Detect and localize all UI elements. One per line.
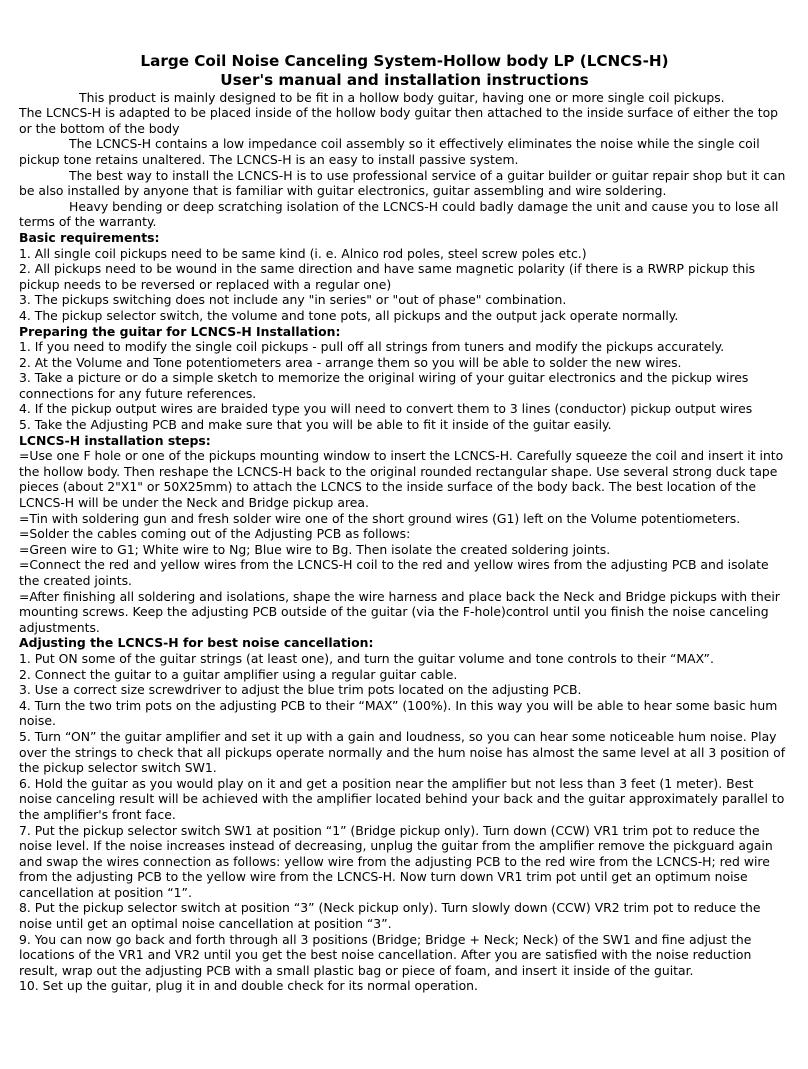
basic-item: 3. The pickups switching does not include any "in series" or "out of phase" combination.	[19, 292, 567, 308]
basic-requirements-heading: Basic requirements:	[19, 229, 160, 245]
adjusting-item: 2. Connect the guitar to a guitar amplifier using a regular guitar cable.	[19, 666, 458, 682]
intro-paragraph-2: The LCNCS-H is adapted to be placed inside of the hollow body guitar then attached to the inside surface of either the top or the bottom of the body	[19, 105, 779, 136]
document-title	[19, 52, 790, 90]
adjusting-item: 8. Put the pickup selector switch at position “3” (Neck pickup only). Turn slowly down (CCW) VR2 trim pot to reduce the noise until get an optimal noise cancellation at position “3”.	[19, 900, 761, 932]
preparing-item: 2. At the Volume and Tone potentiometers area - arrange them so you will be able to solder the new wires.	[19, 354, 682, 370]
adjusting-item: 6. Hold the guitar as you would play on it and get a position near the amplifier but not less than 3 feet (1 meter). Best noise canceling result will be achieved with the amplifier located behind your back and the guitar approximately parallel to the amplifier's front face.	[19, 775, 785, 822]
adjusting-item: 9. You can now go back and forth through all 3 positions (Bridge; Bridge + Neck; Neck) of the SW1 and fine adjust the locations of the VR1 and VR2 until you get the best noise cancellation. After you are satisfied with the noise reduction result, wrap out the adjusting PCB with a small plastic bag or piece of foam, and insert it inside of the guitar.	[19, 931, 752, 978]
intro-paragraph-5: Heavy bending or deep scratching isolation of the LCNCS-H could badly damage the unit and cause you to lose all terms of the warranty.	[19, 198, 779, 230]
preparing-item: 5. Take the Adjusting PCB and make sure that you will be able to fit it inside of the guitar easily.	[19, 417, 612, 433]
adjusting-item: 5. Turn “ON” the guitar amplifier and set it up with a gain and loudness, so you can hear some noticeable hum noise. Play over the strings to check that all pickups operate normally and the hum noise has almost the same level at all 3 position of the pickup selector switch SW1.	[19, 728, 786, 776]
installation-step: =Connect the red and yellow wires from the LCNCS-H coil to the red and yellow wires from the adjusting PCB and isolate the created joints.	[19, 557, 769, 588]
intro-paragraph-4: The best way to install the LCNCS-H is to use professional service of a guitar builder or guitar repair shop but it can be also installed by anyone that is familiar with guitar electronics, guitar assembling and wire soldering.	[19, 167, 786, 199]
preparing-item: 1. If you need to modify the single coil pickups - pull off all strings from tuners and modify the pickups accurately.	[19, 339, 725, 355]
adjusting-item: 7. Put the pickup selector switch SW1 at position “1” (Bridge pickup only). Turn down (CCW) VR1 trim pot to reduce the noise level. If the noise increases instead of decreasing, unplug the guitar from the amplifier remove the pickguard again and swap the wires connection as follows: yellow wire from the adjusting PCB to the red wire from the LCNCS-H; red wire from the adjusting PCB to the yellow wire from the LCNCS-H. Now turn down VR1 trim pot until get an optimum noise cancellation at position “1”.	[19, 822, 773, 900]
preparing-heading: Preparing the guitar for LCNCS-H Installation:	[19, 323, 341, 339]
title-line-1: Large Coil Noise Canceling System-Hollow body LP (LCNCS-H)	[140, 52, 669, 70]
installation-step: =Use one F hole or one of the pickups mounting window to insert the LCNCS-H. Carefully squeeze the coil and insert it into the hollow body. Then reshape the LCNCS-H back to the original rounded rectangular shape. Use several strong duck tape pieces (about 2"X1" or 50X25mm) to attach the LCNCS to the inside surface of the body back. The best location of the LCNCS-H will be under the Neck and Bridge pickup area.	[19, 448, 784, 511]
installation-step: =Solder the cables coming out of the Adjusting PCB as follows:	[19, 526, 411, 542]
installation-steps-heading: LCNCS-H installation steps:	[19, 432, 211, 448]
adjusting-item: 1. Put ON some of the guitar strings (at least one), and turn the guitar volume and tone controls to their “MAX”.	[19, 650, 714, 666]
installation-step: =After finishing all soldering and isolations, shape the wire harness and place back the Neck and Bridge pickups with their mounting screws. Keep the adjusting PCB outside of the guitar (via the F-hole)control until you finish the noise canceling adjustments.	[19, 588, 780, 635]
preparing-item: 3. Take a picture or do a simple sketch to memorize the original wiring of your guitar electronics and the pickup wires connections for any future references.	[19, 370, 749, 401]
intro-paragraph-3: The LCNCS-H contains a low impedance coil assembly so it effectively eliminates the noise while the single coil pickup tone retains unaltered. The LCNCS-H is an easy to install passive system.	[19, 136, 760, 167]
basic-item: 4. The pickup selector switch, the volume and tone pots, all pickups and the output jack operate normally.	[19, 307, 679, 323]
adjusting-item: 10. Set up the guitar, plug it in and double check for its normal operation.	[19, 978, 478, 994]
preparing-item: 4. If the pickup output wires are braided type you will need to convert them to 3 lines (conductor) pickup output wires	[19, 401, 753, 417]
title-line-2: User's manual and installation instructions	[220, 70, 589, 89]
basic-item: 2. All pickups need to be wound in the same direction and have same magnetic polarity (if there is a RWRP pickup this pickup needs to be reversed or replaced with a regular one)	[19, 261, 756, 292]
basic-item: 1. All single coil pickups need to be same kind (i. e. Alnico rod poles, steel screw poles etc.)	[19, 245, 587, 261]
adjusting-item: 3. Use a correct size screwdriver to adjust the blue trim pots located on the adjusting PCB.	[19, 682, 582, 698]
adjusting-heading: Adjusting the LCNCS-H for best noise cancellation:	[19, 635, 374, 651]
adjusting-item: 4. Turn the two trim pots on the adjusting PCB to their “MAX” (100%). In this way you will be able to hear some basic hum noise.	[19, 697, 778, 729]
intro-paragraph-1: This product is mainly designed to be fit in a hollow body guitar, having one or more single coil pickups.	[79, 89, 725, 105]
installation-step: =Green wire to G1; White wire to Ng; Blue wire to Bg. Then isolate the created soldering joints.	[19, 541, 611, 557]
installation-step: =Tin with soldering gun and fresh solder wire one of the short ground wires (G1) left on the Volume potentiometers.	[19, 510, 741, 526]
